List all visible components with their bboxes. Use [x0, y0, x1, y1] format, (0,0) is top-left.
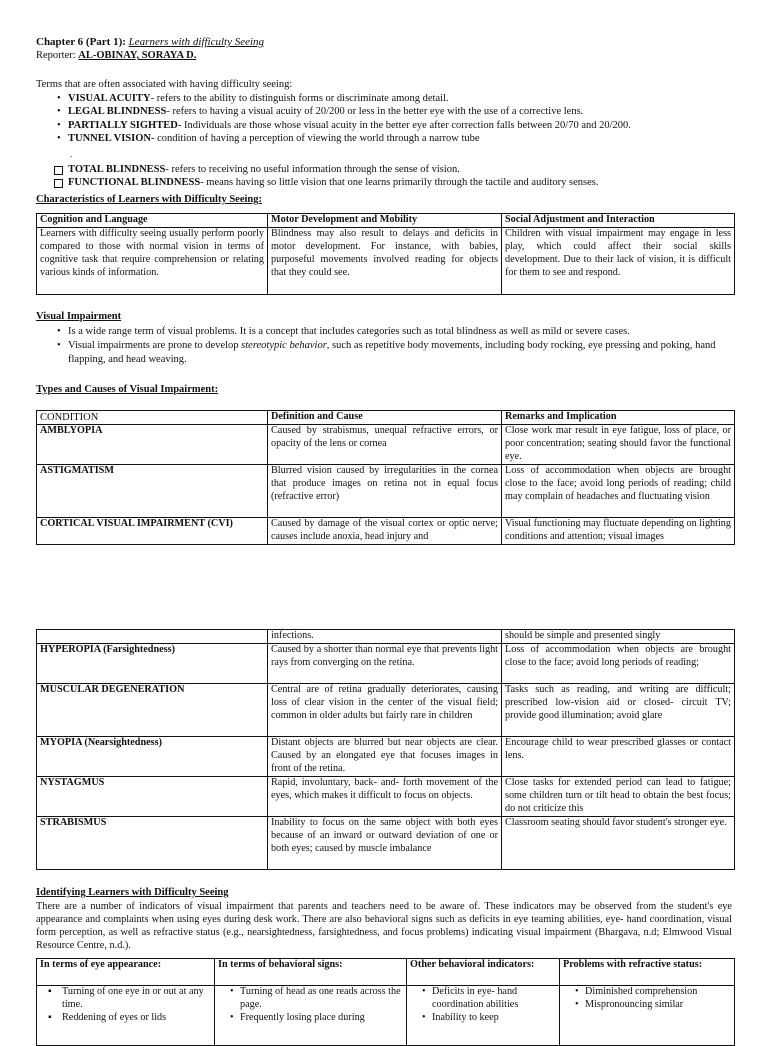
table-cell: Children with visual impairment may engage in less play, which could affect their social skills development. Due to their lack of vision, it is difficult for them to see and respond.	[502, 227, 735, 294]
list-item: • Inability to keep	[410, 1012, 556, 1025]
reporter-label: Reporter:	[36, 50, 79, 61]
term-name: TOTAL BLINDNESS	[68, 164, 166, 175]
remarks-cell: Close tasks for extended period can lead to fatigue; some children turn or tilt head to obtain the best focus; do not criticize this	[502, 776, 735, 816]
table-cell	[407, 986, 560, 1046]
visual-impairment-heading: Visual Impairment	[36, 311, 122, 322]
list-item: • Mispronouncing similar	[563, 999, 731, 1012]
table-row	[37, 630, 735, 644]
table-header: Remarks and Implication	[502, 411, 735, 425]
chapter-title	[36, 35, 264, 49]
characteristics-heading: Characteristics of Learners with Difficulty Seeing:	[36, 194, 262, 205]
table-row	[37, 683, 735, 736]
chapter-topic: Learners with difficulty Seeing	[128, 36, 265, 48]
table-header-row	[37, 959, 735, 986]
indicators-table	[36, 958, 735, 1046]
term-name: VISUAL ACUITY	[68, 93, 151, 104]
list-item: ▪ Reddening of eyes or lids	[40, 1012, 211, 1025]
definition-cell: Rapid, involuntary, back- and- forth movement of the eyes, which makes it difficult to focus on objects.	[268, 776, 502, 816]
definition-cell: Distant objects are blurred but near objects are clear. Caused by an elongated eye that focuses images in front of the retina.	[268, 736, 502, 776]
definition-cell: Blurred vision caused by irregularities in the cornea that produce images on retina not in equal focus (refractive error)	[268, 465, 502, 518]
reporter-line	[36, 49, 196, 62]
identifying-paragraph: There are a number of indicators of visual impairment that parents and teachers need to be aware of. These indicators may be observed from the student's eye appearance and complaints when using eyes during desk work. There are also behavioral signs such as deficits in eye teaming abilities, eye- hand coordination, visual form perception, as well as refractive status (e.g., nearsightedness, farsightedness, and focus problems) indicating visual impairment (Bhargava, n.d; Elmwood Visual Resource Centre, n.d.).	[36, 901, 732, 952]
remarks-cell: Classroom seating should favor student's stronger eye.	[502, 816, 735, 869]
indicator-list	[563, 986, 731, 1012]
table-cell: Learners with difficulty seeing usually perform poorly compared to those with normal vision in terms of cognitive task that require comprehension or relating various kinds of information.	[37, 227, 268, 294]
table-cell	[215, 986, 407, 1046]
table-row	[37, 776, 735, 816]
table-row	[37, 816, 735, 869]
types-table-page1	[36, 410, 735, 545]
list-item	[54, 119, 754, 132]
reporter-name: AL-OBINAY, SORAYA D.	[78, 50, 197, 61]
list-item	[54, 132, 754, 145]
table-row	[37, 986, 735, 1046]
remarks-cell: Loss of accommodation when objects are brought close to the face; avoid long periods of reading; child may complain of headaches and fluctuating vision	[502, 465, 735, 518]
indicator-list	[218, 986, 403, 1025]
condition-cell: MYOPIA (Nearsightedness)	[37, 736, 268, 776]
table-header: Social Adjustment and Interaction	[502, 214, 735, 228]
condition-cell: AMBLYOPIA	[37, 425, 268, 465]
list-item: ▪ Turning of one eye in or out at any time.	[40, 986, 211, 1012]
list-item: • Is a wide range term of visual problems. It is a concept that includes categories such as total blindness as well as mild or severe cases.	[54, 325, 744, 338]
chapter-label: Chapter 6 (Part 1):	[36, 36, 129, 48]
table-header-row	[37, 214, 735, 228]
condition-cell: STRABISMUS	[37, 816, 268, 869]
table-row	[37, 227, 735, 294]
table-header: CONDITION	[37, 411, 268, 425]
term-def: - condition of having a perception of viewing the world through a narrow tube	[150, 133, 480, 145]
characteristics-table	[36, 213, 735, 295]
list-item	[54, 105, 754, 118]
terms-list	[54, 92, 754, 146]
definition-cell: Caused by strabismus, unequal refractive errors, or opacity of the lens or cornea	[268, 425, 502, 465]
condition-cell: NYSTAGMUS	[37, 776, 268, 816]
indicator-list	[410, 986, 556, 1025]
condition-cell: ASTIGMATISM	[37, 465, 268, 518]
text-emphasis: stereotypic behavior	[241, 340, 327, 352]
list-item	[54, 92, 754, 105]
text: , such as repetitive body movements, including body rocking, eye pressing and poking, hand flapping, and head weaving.	[68, 340, 716, 365]
table-row	[37, 425, 735, 465]
term-def: - refers to receiving no useful information through the sense of vision.	[165, 164, 460, 175]
term-name: LEGAL BLINDNESS	[68, 106, 167, 118]
list-item	[52, 176, 752, 189]
definition-cell: Central are of retina gradually deteriorates, causing loss of clear vision in the center of the visual field; common in older adults but fairly rare in children	[268, 683, 502, 736]
table-header: Problems with refractive status:	[560, 959, 735, 986]
stray-dot: .	[70, 149, 73, 159]
table-header-row	[37, 411, 735, 425]
boxed-terms-list	[52, 163, 752, 190]
remarks-cell: should be simple and presented singly	[502, 630, 735, 644]
remarks-cell: Close work mar result in eye fatigue, loss of place, or poor concentration; seating should favor the functional eye.	[502, 425, 735, 465]
visual-impairment-list	[54, 325, 744, 366]
condition-cell: MUSCULAR DEGENERATION	[37, 683, 268, 736]
remarks-cell: Encourage child to wear prescribed glasses or contact lens.	[502, 736, 735, 776]
remarks-cell: Tasks such as reading, and writing are difficult; prescribed low-vision aid or closed- circuit TV; provide good illumination; avoid glare	[502, 683, 735, 736]
table-cell	[560, 986, 735, 1046]
condition-cell: CORTICAL VISUAL IMPAIRMENT (CVI)	[37, 518, 268, 545]
remarks-cell: Loss of accommodation when objects are brought close to the face; avoid long periods of reading;	[502, 643, 735, 683]
text: Visual impairments are prone to develop	[68, 340, 242, 352]
types-heading: Types and Causes of Visual Impairment:	[36, 384, 219, 395]
list-item: • Diminished comprehension	[563, 986, 731, 999]
terms-intro: Terms that are often associated with having difficulty seeing:	[36, 79, 293, 90]
table-cell: Blindness may also result to delays and deficits in motor development. For instance, with babies, purposeful movements involved reading for objects that they could see.	[268, 227, 502, 294]
table-header: Other behavioral indicators:	[407, 959, 560, 986]
indicator-list	[40, 986, 211, 1025]
term-name: FUNCTIONAL BLINDNESS	[68, 177, 201, 189]
table-cell	[37, 986, 215, 1046]
table-header: Motor Development and Mobility	[268, 214, 502, 228]
table-header: In terms of eye appearance:	[37, 959, 215, 986]
condition-cell	[37, 630, 268, 644]
definition-cell: infections.	[268, 630, 502, 644]
table-header: In terms of behavioral signs:	[215, 959, 407, 986]
term-def: - Individuals are those whose visual acuity in the better eye after correction falls between 20/70 and 20/200.	[177, 119, 631, 131]
list-item: • Frequently losing place during	[218, 1012, 403, 1025]
term-def: - means having so little vision that one learns primarily through the tactile and auditory senses.	[200, 177, 599, 189]
list-item: • Turning of head as one reads across the page.	[218, 986, 403, 1012]
table-header: Definition and Cause	[268, 411, 502, 425]
types-table-page2	[36, 629, 735, 870]
condition-cell: HYPEROPIA (Farsightedness)	[37, 643, 268, 683]
term-def: - refers to the ability to distinguish forms or discriminate among detail.	[150, 93, 449, 104]
term-name: PARTIALLY SIGHTED	[68, 119, 178, 131]
table-row	[37, 518, 735, 545]
definition-cell: Caused by damage of the visual cortex or optic nerve; causes include anoxia, head injury and	[268, 518, 502, 545]
table-row	[37, 736, 735, 776]
definition-cell: Inability to focus on the same object with both eyes because of an inward or outward deviation of one or both eyes; caused by muscle imbalance	[268, 816, 502, 869]
definition-cell: Caused by a shorter than normal eye that prevents light rays from converging on the retina.	[268, 643, 502, 683]
list-item	[52, 163, 752, 176]
list-item: • Deficits in eye- hand coordination abilities	[410, 986, 556, 1012]
table-row	[37, 643, 735, 683]
remarks-cell: Visual functioning may fluctuate depending on lighting conditions and attention; visual images	[502, 518, 735, 545]
list-item	[54, 339, 744, 366]
identifying-heading: Identifying Learners with Difficulty Seeing	[36, 887, 229, 898]
table-row	[37, 465, 735, 518]
term-name: TUNNEL VISION	[68, 133, 151, 145]
term-def: - refers to having a visual acuity of 20/200 or less in the better eye with the use of a corrective lens.	[166, 106, 584, 118]
table-header: Cognition and Language	[37, 214, 268, 228]
